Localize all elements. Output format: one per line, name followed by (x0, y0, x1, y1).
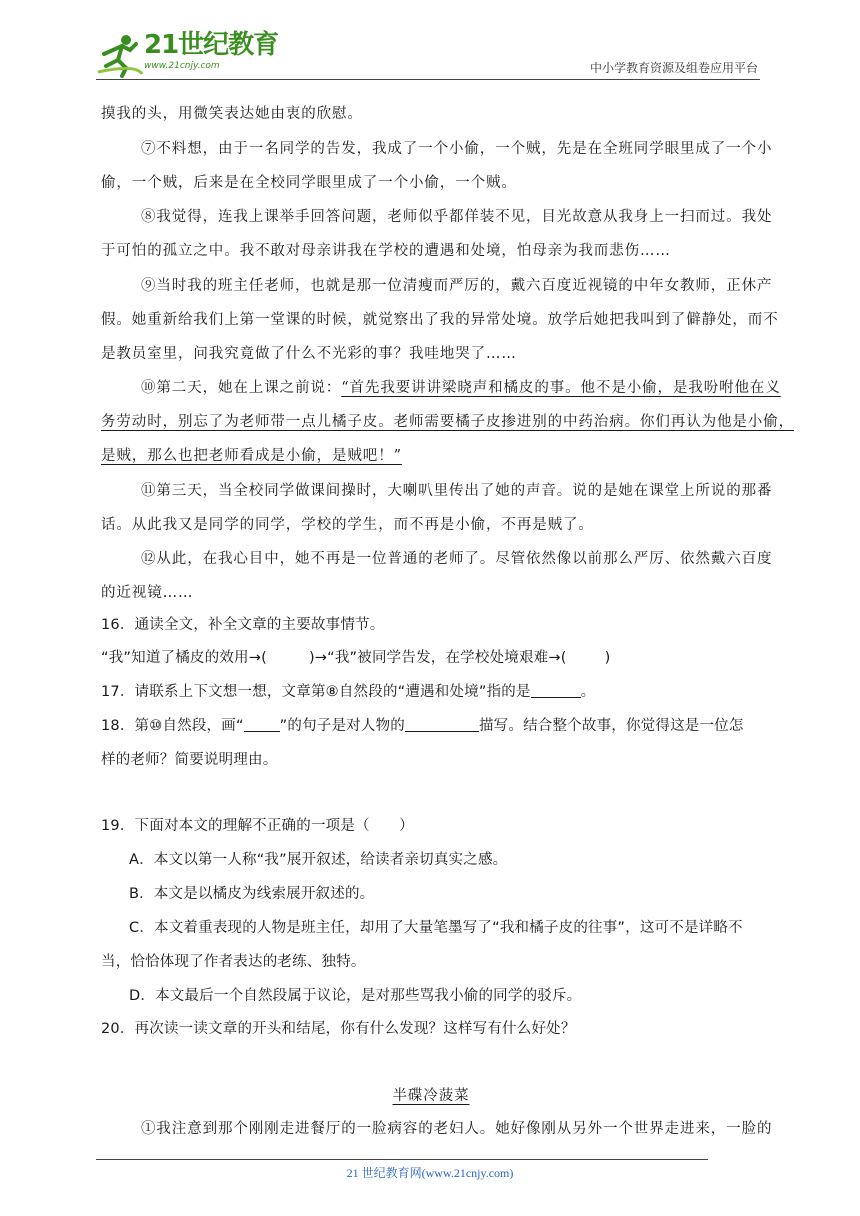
underlined-sentence-end: 是贼，那么也把老师看成是小偷，是贼吧！” (101, 448, 402, 464)
question-17: 17．请联系上下文想一想，文章第⑧自然段的“遭遇和处境”指的是 。 (101, 684, 596, 700)
body-line: ⑦不料想，由于一名同学的告发，我成了一个小偷，一个贼，先是在全班同学眼里成了一个小 (141, 141, 773, 157)
option-d: D．本文最后一个自然段属于议论，是对那些骂我小偷的同学的驳斥。 (129, 988, 582, 1004)
body-line: 假。她重新给我们上第一堂课的时候，就觉察出了我的异常处境。放学后她把我叫到了僻静处，而不 (101, 312, 779, 328)
answer-blank[interactable] (531, 683, 581, 698)
logo-url: www.21cnjy.com (144, 61, 220, 71)
answer-blank[interactable] (405, 717, 479, 732)
page-header (96, 30, 760, 80)
body-line: 的近视镜…… (101, 585, 194, 601)
question-18-cont: 样的老师？简要说明理由。 (101, 752, 278, 768)
option-b: B．本文是以橘皮为线索展开叙述的。 (129, 886, 375, 902)
question-16: 16．通读全文，补全文章的主要故事情节。 (101, 617, 385, 633)
body-line: ⑫从此，在我心目中，她不再是一位普通的老师了。尽管依然像以前那么严厉、依然戴六百度 (141, 551, 773, 567)
body-line-text: ⑩第二天，她在上课之前说： (141, 380, 342, 396)
body-line (141, 377, 801, 399)
body-line: 是教员室里，问我究竟做了什么不光彩的事？我哇地哭了…… (101, 346, 517, 362)
question-20: 20．再次读一读文章的开头和结尾，你有什么发现？这样写有什么好处？ (101, 1021, 576, 1037)
footer-divider (96, 1159, 708, 1160)
body-line: 于可怕的孤立之中。我不敢对母亲讲我在学校的遭遇和处境，怕母亲为我而悲伤…… (101, 243, 671, 259)
body-line: 偷，一个贼，后来是在全校同学眼里成了一个小偷，一个贼。 (101, 175, 517, 191)
answer-blank[interactable] (244, 717, 280, 732)
body-line: ⑨当时我的班主任老师，也就是那一位清瘦而严厉的，戴六百度近视镜的中年女教师，正休产 (141, 278, 773, 294)
option-c: C．本文着重表现的人物是班主任，却用了大量笔墨写了“我和橘子皮的往事”，这可不是详略不 (129, 920, 743, 936)
underlined-sentence: “首先我要讲讲梁晓声和橘皮的事。他不是小偷，是我吩咐他在义 (341, 380, 781, 396)
body-line: 话。从此我又是同学的同学，学校的学生，而不再是小偷，不再是贼了。 (101, 517, 594, 533)
question-16-flow: “我”知道了橘皮的效用→( )→“我”被同学告发，在学校处境艰难→( ) (101, 650, 611, 666)
body-line: ⑧我觉得，连我上课举手回答问题，老师似乎都佯装不见，目光故意从我身上一扫而过。我处 (141, 209, 773, 225)
footer-text: 21 世纪教育网(www.21cnjy.com) (346, 1166, 514, 1180)
header-divider (96, 79, 760, 80)
logo-text: 21世纪教育 (144, 30, 279, 60)
question-18: 18．第⑩自然段，画“ ”的句子是对人物的 描写。结合整个故事，你觉得这是一位怎 (101, 718, 744, 734)
question-19: 19．下面对本文的理解不正确的一项是（ ） (101, 818, 414, 834)
option-a: A．本文以第一人称“我”展开叙述，给读者亲切真实之感。 (129, 852, 508, 868)
option-c-cont: 当，恰恰体现了作者表达的老练、独特。 (101, 954, 366, 970)
platform-name: 中小学教育资源及组卷应用平台 (589, 61, 758, 75)
passage-title: 半碟冷菠菜 (392, 1088, 470, 1104)
body-line: ⑪第三天，当全校同学做课间操时，大喇叭里传出了她的声音。说的是她在课堂上所说的那番 (141, 483, 773, 499)
body-line: ①我注意到那个刚刚走进餐厅的一脸病容的老妇人。她好像刚从另外一个世界走进来，一脸的 (141, 1121, 773, 1137)
passage-title-wrap (101, 1085, 761, 1107)
body-line: 摸我的头，用微笑表达她由衷的欣慰。 (101, 106, 363, 122)
underlined-sentence: 务劳动时，别忘了为老师带一点儿橘子皮。老师需要橘子皮掺进别的中药治病。你们再认为他是小偷， (101, 414, 794, 430)
